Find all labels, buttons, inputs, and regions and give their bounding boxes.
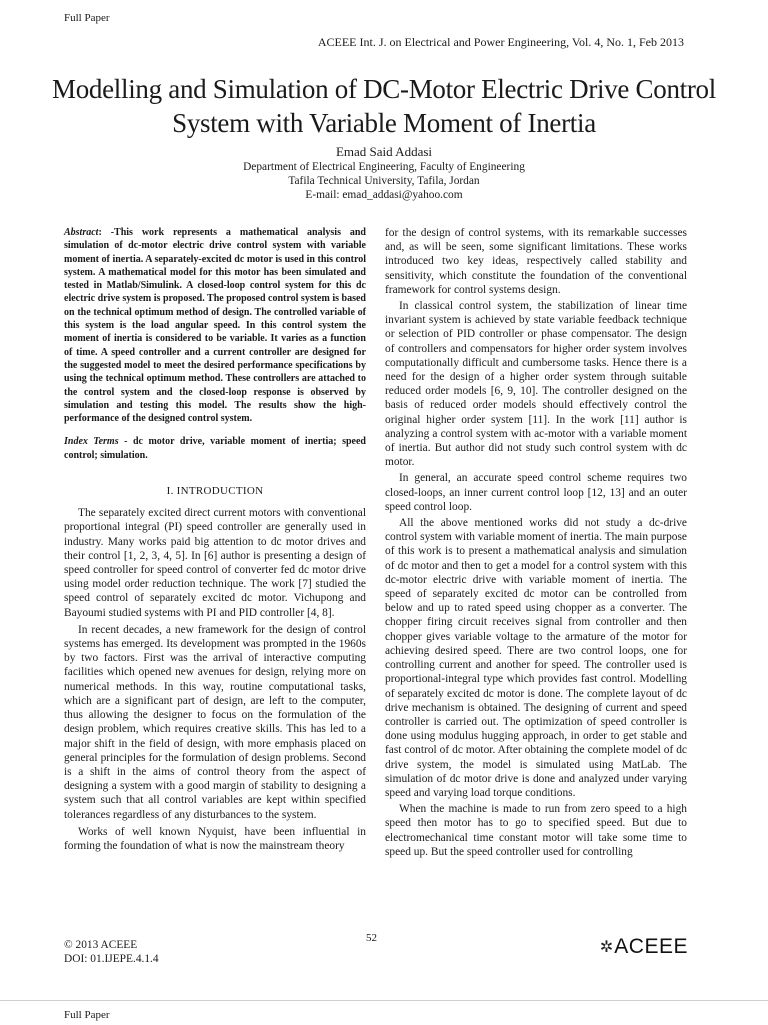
abstract-text: : -This work represents a mathematical analysis and simulation of dc-motor electric drive control system with variable moment of inertia. A separately-excited dc motor is used in this control system. A mathematical model for this motor has been simulated and tested in Matlab/Simulink. A closed-loop control system for this dc electric drive system is proposed. The proposed control system is based on the technical optimum method of design. The controlled variable of this system is the load angular speed. In this control system the moment of inertia is considered to be variable. It varies as a function of time. A speed controller and a current controller are designed for the suggested model to meet the desired performance specifications by using the technical optimum method. These controllers are attached to the control system and the closed-loop response is observed by simulation and testing this model. The results show the high-performance of the designed control system.	[64, 227, 366, 425]
doi: DOI: 01.IJEPE.4.1.4	[64, 953, 159, 965]
footer-info	[64, 938, 159, 966]
paragraph: Works of well known Nyquist, have been influential in forming the foundation of what is now the mainstream theory	[64, 825, 366, 852]
paragraph: All the above mentioned works did not study a dc-drive control system with variable moment of inertia. The main purpose of this work is to present a mathematical analysis and simulation of dc motor and then to get a model for a control system with this dc-motor electric drive with variable moment of inertia. The speed of separately excited dc motor can be controlled from below and up to rated speed using chopper as a converter. The chopper firing circuit receives signal from controller and then chopper gives variable voltage to the armature of the motor for achieving desired speed. There are two control loops, one for controlling current and another for speed. The controller used is proportional-integral type which provides fast control. Modelling of separately excited dc motor is done. The complete layout of dc drive mechanism is obtained. The designing of current and speed controller is carried out. The optimization of speed controller is done using modulus hugging approach, in order to get stable and fast control of dc motor. After obtaining the complete model of dc drive system, the model is simulated using MatLab. The simulation of dc motor drive is done and analyzed under varying speed and varying load torque conditions.	[385, 517, 687, 799]
full-paper-label: Full Paper	[64, 12, 110, 24]
aceee-logo	[600, 935, 688, 959]
paragraph: In classical control system, the stabilization of linear time invariant system is achieved by state variable feedback technique or selection of PID controller or phase compensator. The design of controllers and compensators for higher order system involves computationally difficult and cumbersome tasks. Hence there is a need for the design of a higher order system through suitable reduced order models [6, 9, 10]. The controller designed on the basis of reduced order models should effectively control the original higher order system [11]. In the work [11] author is analyzing a control system with ac-motor with a variable moment of inertia. But author did not study such control system with dc motor.	[385, 300, 687, 469]
paragraph: for the design of control systems, with its remarkable successes and, as will be seen, some significant limitations. These works introduced two key ideas, respectively called stability and sensitivity, which constitute the foundation of the conventional framework for control systems design.	[385, 227, 687, 296]
author-block	[64, 144, 704, 202]
section-heading-introduction: I. INTRODUCTION	[166, 485, 264, 498]
author-email: E-mail: emad_addasi@yahoo.com	[305, 189, 463, 201]
index-terms-text: - dc motor drive, variable moment of inertia; speed control; simulation.	[64, 436, 366, 461]
star-icon: ✲	[599, 939, 614, 956]
left-column	[64, 226, 366, 853]
paragraph: When the machine is made to run from zero speed to a high speed then motor has to go to specified speed. But due to electromechanical time constant motor will take some time to speed up. But the speed controller used for controlling	[385, 803, 687, 858]
paragraph: In general, an accurate speed control scheme requires two closed-loops, an inner current control loop [12, 13] and an outer speed control loop.	[385, 472, 687, 513]
abstract-label: Abstract	[64, 227, 99, 238]
logo-text: ACEEE	[614, 935, 688, 958]
abstract	[64, 226, 366, 425]
author-name: Emad Said Addasi	[335, 144, 433, 159]
full-paper-label: Full Paper	[64, 1009, 110, 1021]
author-university: Tafila Technical University, Tafila, Jordan	[288, 175, 480, 187]
author-department: Department of Electrical Engineering, Faculty of Engineering	[243, 161, 525, 173]
index-terms	[64, 435, 366, 462]
next-page-strip	[0, 1000, 768, 1025]
journal-header: ACEEE Int. J. on Electrical and Power Engineering, Vol. 4, No. 1, Feb 2013	[317, 35, 684, 49]
paragraph: The separately excited direct current motors with conventional proportional integral (PI) speed controller are generally used in industry. Many works paid big attention to dc motor drives and their control [1, 2, 3, 4, 5]. In [6] author is presenting a design of speed controller for speed control of converter fed dc motor drive using model order reduction technique. The work [7] studied the speed control of separately excited dc motor. Vichupong and Bayoumi studied systems with PI and PID controller [4, 8].	[64, 507, 366, 619]
paper-title: Modelling and Simulation of DC-Motor Electric Drive Control System with Variable Moment of Inertia	[52, 74, 716, 138]
copyright: © 2013 ACEEE	[64, 939, 138, 951]
paragraph: In recent decades, a new framework for the design of control systems has emerged. Its development was prompted in the 1960s by two factors. First was the arrival of interactive computing facilities which opened new avenues for design, relying more on numerical methods. In this way, routine computational tasks, which are a significant part of design, are left to the computer, thus allowing the designer to focus on the formulation of the design problem, which requires creative skills. This has led to a major shift in the field of design, with more emphasis placed on general principles for the formulation of design problems. Second is a shift in the aims of control theory from the aspect of designing a system with a good margin of stability to designing a system such that all control variables are kept within specified tolerances regardless of any disturbances to the system.	[64, 623, 366, 821]
index-terms-label: Index Terms	[64, 436, 119, 448]
page-number: 52	[366, 932, 377, 944]
right-column	[385, 226, 687, 859]
